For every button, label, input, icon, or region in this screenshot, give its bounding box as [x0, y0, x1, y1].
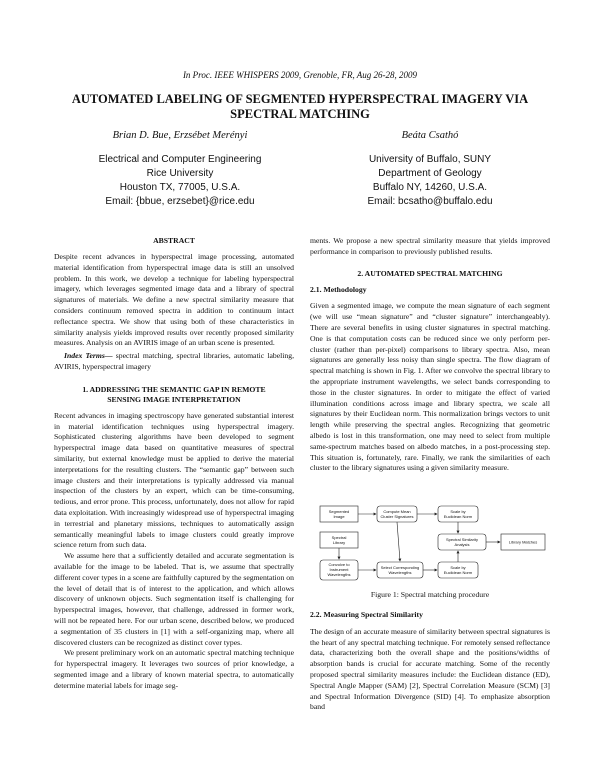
subsection-2-1-heading: 2.1. Methodology [310, 284, 367, 294]
affiliation-line: Rice University [146, 168, 214, 179]
right-column-top [310, 236, 550, 474]
label-scale-bottom-1: Scale by [450, 565, 466, 570]
abstract-continuation: ments. We propose a new spectral similarity measure that yields improved performance in comparison to previously published results. [310, 236, 550, 256]
author-names-left: Brian D. Bue, Erzsébet Merényi [112, 130, 248, 141]
left-column [54, 236, 294, 691]
label-scale-top-2: Euclidean Norm [443, 514, 473, 519]
email-line: Email: {bbue, erzsebet}@rice.edu [105, 196, 255, 207]
affiliation-line: Houston TX, 77005, U.S.A. [119, 182, 241, 193]
index-terms-text: spectral matching, spectral libraries, automatic labeling, AVIRIS, hyperspectral imagery [54, 351, 294, 371]
subsection-2-2-heading: 2.2. Measuring Spectral Similarity [310, 610, 423, 619]
section1-heading [54, 385, 294, 405]
label-similarity-1: Spectral Similarity [445, 537, 479, 542]
section1-para3: We present preliminary work on an automatic spectral matching technique for hyperspectral imagery. It leverages two sources of prior knowledge, a segmented image and a library of known material spectra, to automatically determine material labels for image seg- [54, 648, 294, 690]
arrow [397, 522, 400, 561]
label-segmented-image-2: Image [333, 514, 345, 519]
author-block-left [60, 130, 300, 209]
section2-heading: 2. AUTOMATED SPECTRAL MATCHING [357, 268, 503, 278]
label-select-bands-2: Wavelengths [388, 570, 412, 575]
affiliation-right [310, 153, 550, 209]
section1-heading-line2: SENSING IMAGE INTERPRETATION [107, 394, 241, 404]
affiliation-line: University of Buffalo, SUNY [368, 154, 492, 165]
figure-1-caption: Figure 1: Spectral matching procedure [370, 590, 490, 599]
label-convolve-3: Wavelengths [327, 572, 351, 577]
section1-para2: We assume here that a sufficiently detailed and accurate segmentation is available for the image to be labeled. That is, we assume that spectrally different cover types in a scene are faithfully captured by the segmentation on the level of detail that is of interest to the application, and which allows discovery of unknown objects. Such segmentation itself is challenging for hyperspectral images, however, that challenge, addressed in former work, will not be repeated here. For our urban scene, described below, we produced a segmentation of 35 clusters in [1] with a self-organizing map, where all discovered clusters can be recognized as distinct cover types. [54, 551, 294, 647]
index-terms-label: Index Terms— [64, 351, 113, 361]
label-convolve-1: Convolve to [328, 562, 350, 567]
subsection-2-2-text: The design of an accurate measure of similarity between spectral signatures is the heart of any spectral matching technique. For remotely sensed reflectance data, characterizing both the overall shape and the positions/widths of absorption bands is crucial for accurate matching. Some of the recently proposed spectral similarity measures include: the Euclidean distance (ED), Spectral Angle Mapper (SAM) [2], Spectral Correlation Measure (SCM) [3] and Spectral Information Divergence (SID) [4]. To emphasize absorption band [310, 626, 550, 712]
label-select-bands-1: Select Corresponding [380, 565, 420, 570]
affiliation-line: Department of Geology [378, 168, 482, 179]
affiliation-left [60, 153, 300, 209]
section1-heading-line1: 1. ADDRESSING THE SEMANTIC GAP IN REMOTE [82, 384, 266, 394]
label-similarity-2: Analysis [454, 542, 470, 547]
index-terms [54, 351, 294, 373]
label-segmented-image-1: Segmented [328, 509, 350, 514]
label-scale-top-1: Scale by [450, 509, 466, 514]
affiliation-line: Electrical and Computer Engineering [98, 154, 262, 165]
section1-para1: Recent advances in imaging spectroscopy have generated substantial interest in material identification techniques using hyperspectral imagery. Sophisticated clustering algorithms have been developed to segment hyperspectral image data based on quantitative measures of spectral similarity, but external knowledge must be applied to derive the material interpretations for the resulting clusters. The “semantic gap” between such image clusters and their interpretations is typically addressed via manual inspection of the clusters by an expert, which can be time-consuming, tedious, and error prone. This process, unfortunately, does not allow for rapid data exploitation. With increasingly widespread use of hyperspectral imaging in terrestrial and planetary missions, techniques to automatically assign semantically meaningful labels to image clusters could greatly improve science return from such data. [54, 410, 294, 550]
author-names-right: Beáta Csathó [401, 130, 459, 141]
figure-1-diagram [318, 500, 548, 584]
right-column-bottom [310, 610, 550, 713]
label-compute-mean-2: Cluster Signatures [380, 514, 414, 519]
label-scale-bottom-2: Euclidean Norm [443, 570, 473, 575]
affiliation-line: Buffalo NY, 14260, U.S.A. [372, 182, 488, 193]
label-convolve-2: Instrument [329, 567, 349, 572]
author-block-right [310, 130, 550, 209]
subsection-2-1-text: Given a segmented image, we compute the mean signature of each segment (we will use “mean signature” and “cluster signature” interchangeably). There are several benefits in using cluster signatures in spectral matching. One is that computation costs can be reduced since we only perform per-cluster (rather than per-pixel) comparisons to library spectra. Also, mean signatures are generally less noisy than single spectra. The flow diagram of spectral matching is shown in Fig. 1. After we convolve the spectral library to the appropriate instrument wavelengths, we select bands corresponding to those in the cluster signatures. In order to mitigate the effect of varied illumination conditions across image and library spectra, we scale all signatures by their Euclidean norm. This normalization brings vectors to unit length while preserving the spectral angles. Recognizing that geometric albedo is lost in this transformation, one may need to select from multiple same-spectrum matches based on albedo matches, in a post-processing step. This situation is, fortunately, rare. Finally, we rank the similarities of each cluster to the library signatures using a given similarity measure. [310, 301, 550, 473]
abstract-heading: ABSTRACT [153, 236, 195, 245]
paper-title: AUTOMATED LABELING OF SEGMENTED HYPERSPECTRAL IMAGERY VIA SPECTRAL MATCHING [71, 92, 529, 121]
email-line: Email: bcsatho@buffalo.edu [367, 196, 493, 207]
abstract-text: Despite recent advances in hyperspectral image processing, automated material identification from hyperspectral image data is still an unsolved problem. In this work, we develop a technique for labeling hyperspectral imagery, which leverages segmented image data and a library of spectral signatures of materials. We define a new spectral similarity measure that considers continuum removed spectra in addition to continuum intact reflectance spectra. We show that using both of these characteristics in similarity analysis yields improved results over recently proposed similarity measures. Analysis on an AVIRIS image of an urban scene is presented. [54, 252, 294, 348]
label-spectral-library-2: Library [332, 540, 346, 545]
label-compute-mean-1: Compute Mean [383, 509, 411, 514]
venue-line: In Proc. IEEE WHISPERS 2009, Grenoble, FR, Aug 26-28, 2009 [182, 70, 418, 80]
label-library-matches: Library Matches [508, 539, 538, 545]
label-spectral-library-1: Spectral [331, 535, 347, 540]
